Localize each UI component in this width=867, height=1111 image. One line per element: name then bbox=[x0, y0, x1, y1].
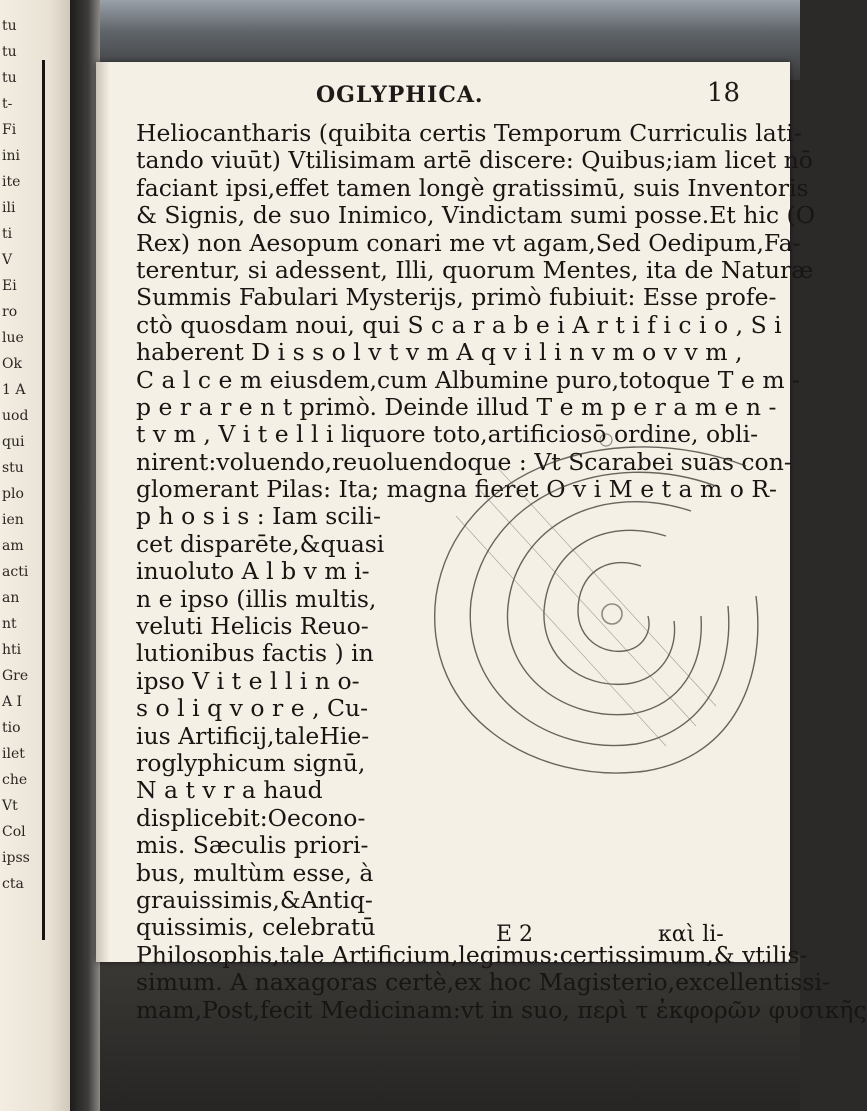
left-page-fragment: t- bbox=[2, 96, 13, 112]
left-page-fragment: che bbox=[2, 772, 28, 788]
text-line: C a l c e m eiusdem,cum Albumine puro,totoque T e m - bbox=[136, 365, 801, 394]
left-page-fragment: ti bbox=[2, 226, 13, 242]
left-page-fragment: Gre bbox=[2, 668, 29, 684]
left-page-fragment: uod bbox=[2, 408, 29, 424]
text-line: N a t v r a haud bbox=[136, 776, 323, 805]
text-line: p h o s i s : Iam scili- bbox=[136, 502, 381, 531]
left-page-fragment: tu bbox=[2, 70, 17, 86]
text-line: s o l i q v o r e , Cu- bbox=[136, 694, 369, 723]
text-line: roglyphicum signū, bbox=[136, 748, 366, 777]
text-line: mis. Sæculis priori- bbox=[136, 831, 369, 860]
text-line: displicebit:Oecono- bbox=[136, 803, 366, 832]
left-page-fragment: Ok bbox=[2, 356, 22, 372]
text-line: bus, multùm esse, à bbox=[136, 858, 374, 887]
page-inner-edge bbox=[96, 62, 110, 962]
text-line: p e r a r e n t primò. Deinde illud T e m p e r a m e n - bbox=[136, 392, 777, 421]
page-number: 18 bbox=[706, 78, 740, 108]
catchword: καὶ li- bbox=[658, 922, 724, 947]
text-line: ius Artificij,taleHie- bbox=[136, 721, 370, 750]
text-line: inuoluto A l b v m i- bbox=[136, 557, 370, 586]
text-line: simum. A naxagoras certè,ex hoc Magisterio,excellentissi- bbox=[136, 968, 830, 997]
left-page-fragment: Fi bbox=[2, 122, 17, 138]
text-line: & Signis, de suo Inimico, Vindictam sumi posse.Et hic (O bbox=[136, 201, 815, 230]
left-page-fragment: ien bbox=[2, 512, 24, 528]
emblem-spiral-4 bbox=[544, 530, 675, 684]
text-line: lutionibus factis ) in bbox=[136, 639, 374, 668]
book-page bbox=[96, 62, 867, 1024]
left-page-fragment: A I bbox=[2, 694, 23, 710]
text-line: n e ipso (illis multis, bbox=[136, 584, 377, 613]
signature-mark: E 2 bbox=[496, 922, 534, 947]
emblem-spiral-2 bbox=[470, 472, 729, 745]
text-line: ipso V i t e l l i n o- bbox=[136, 666, 360, 695]
left-page-fragment: ipss bbox=[2, 850, 30, 866]
left-page-fragment: lue bbox=[2, 330, 24, 346]
text-line: tando viuūt) Vtilisimam artē discere: Quibus;iam licet nō bbox=[136, 146, 813, 175]
text-line: haberent D i s s o l v t v m A q v i l i n v m o v v m , bbox=[136, 338, 743, 367]
left-page-fragment: an bbox=[2, 590, 20, 606]
left-page-fragment: ro bbox=[2, 304, 18, 320]
left-page-fragment: cta bbox=[2, 876, 24, 892]
text-line: cet disparēte,&quasi bbox=[136, 529, 385, 558]
running-head: OGLYPHICA. bbox=[316, 82, 484, 108]
text-line: quissimis, celebratū bbox=[136, 913, 376, 942]
left-page-fragment: plo bbox=[2, 486, 24, 502]
left-page-fragment: tu bbox=[2, 44, 17, 60]
text-line: faciant ipsi,effet tamen longè gratissimū, suis Inventoris bbox=[136, 173, 809, 202]
left-page-fragment: am bbox=[2, 538, 24, 554]
text-line: Heliocantharis (quibita certis Temporum Curriculis lati- bbox=[136, 119, 802, 147]
left-page-fragment: tio bbox=[2, 720, 21, 736]
left-facing-page bbox=[0, 0, 70, 1111]
left-page-fragment: ilet bbox=[2, 746, 25, 762]
left-page-fragment: nt bbox=[2, 616, 17, 632]
left-page-fragment: Vt bbox=[2, 798, 18, 814]
left-page-fragment: acti bbox=[2, 564, 29, 580]
text-line: terentur, si adessent, Illi, quorum Mentes, ita de Naturæ bbox=[136, 255, 814, 284]
left-page-fragment: ili bbox=[2, 200, 16, 216]
scarab-spiral-emblem bbox=[416, 426, 766, 786]
left-page-fragment: ini bbox=[2, 148, 20, 164]
page-header bbox=[316, 78, 740, 110]
left-page-fragment: hti bbox=[2, 642, 22, 658]
text-line: t v m , V i t e l l i liquore toto,artificiosō ordine, obli- bbox=[136, 420, 759, 449]
emblem-spiral-inner bbox=[578, 563, 649, 652]
text-line: veluti Helicis Reuo- bbox=[136, 612, 369, 641]
emblem-center-egg bbox=[602, 604, 622, 624]
left-page-fragment: 1 A bbox=[2, 382, 26, 398]
text-line: mam,Post,fecit Medicinam:vt in suo, περὶ τ ἐκφορῶν φυσικῆς bbox=[136, 995, 867, 1024]
text-line: Rex) non Aesopum conari me vt agam,Sed Oedipum,Fa- bbox=[136, 228, 801, 257]
text-line: grauissimis,&Antiq- bbox=[136, 885, 373, 914]
text-line: Philosophis,tale Artificium,legimus:certissimum,& vtilis- bbox=[136, 940, 808, 969]
left-page-fragment: qui bbox=[2, 434, 25, 450]
left-page-fragment: V bbox=[2, 252, 13, 268]
left-page-rule bbox=[42, 60, 45, 940]
emblem-spiral-outer bbox=[435, 447, 758, 773]
emblem-top-circle bbox=[600, 434, 612, 446]
left-page-fragment: ite bbox=[2, 174, 21, 190]
left-page-fragment: Col bbox=[2, 824, 26, 840]
text-line: Summis Fabulari Mysterijs, primò fubiuit: Esse profe- bbox=[136, 283, 777, 312]
left-page-fragment: Ei bbox=[2, 278, 17, 294]
text-line: glomerant Pilas: Ita; magna fieret O v i M e t a m o R- bbox=[136, 475, 777, 504]
text-line: ctò quosdam noui, qui S c a r a b e i A r t i f i c i o , S i bbox=[136, 310, 782, 339]
text-line: nirent:voluendo,reuoluendoque : Vt Scarabei suas con- bbox=[136, 447, 792, 476]
left-page-fragment: stu bbox=[2, 460, 24, 476]
left-page-fragment: tu bbox=[2, 18, 17, 34]
